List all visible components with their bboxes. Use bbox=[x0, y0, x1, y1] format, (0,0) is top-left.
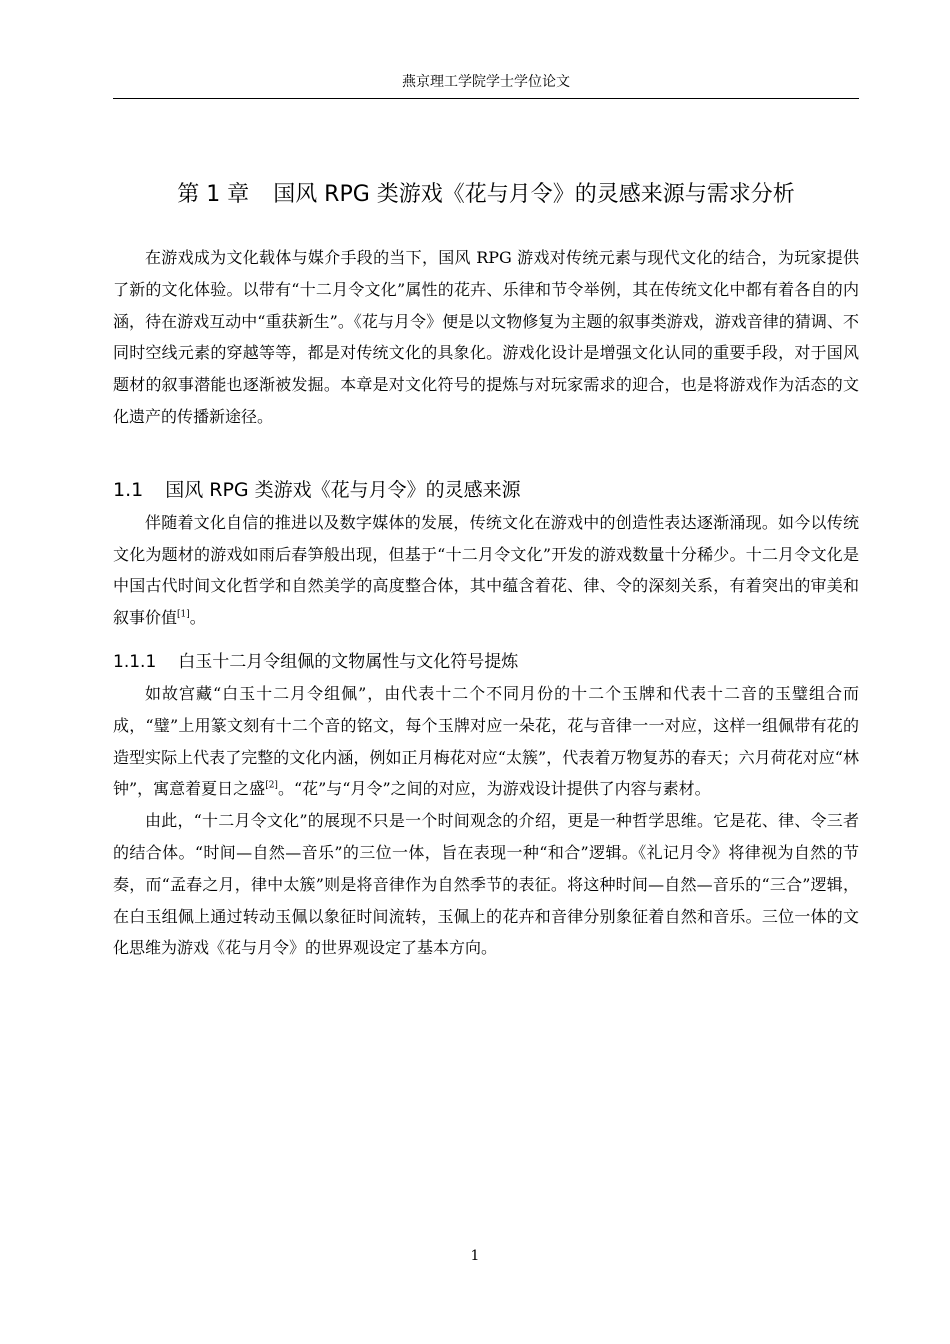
intro-paragraph: 在游戏成为文化载体与媒介手段的当下，国风 RPG 游戏对传统元素与现代文化的结合，为玩家提供了新的文化体验。以带有“十二月令文化”属性的花卉、乐律和节令举例，其在传统文化中都有着各自的内涵，待在游戏互动中“重获新生”。《花与月令》便是以文物修复为主题的叙事类游戏，游戏音律的猜调、不同时空线元素的穿越等等，都是对传统文化的具象化。游戏化设计是增强文化认同的重要手段，对于国风题材的叙事潜能也逐渐被发掘。本章是对文化符号的提炼与对玩家需求的迎合，也是将游戏作为活态的文化遗产的传播新途径。 bbox=[113, 248, 859, 426]
paragraph-text: 伴随着文化自信的推进以及数字媒体的发展，传统文化在游戏中的创造性表达逐渐涌现。如今以传统文化为题材的游戏如雨后春笋般出现，但基于“十二月令文化”开发的游戏数量十分稀少。十二月令文化是中国古代时间文化哲学和自然美学的高度整合体，其中蕴含着花、律、令的深刻关系，有着突出的审美和叙事价值 bbox=[113, 512, 859, 628]
subsection-paragraph-1 bbox=[113, 678, 859, 805]
page-content bbox=[113, 176, 859, 964]
paragraph-text: 如故宫藏“白玉十二月令组佩”，由代表十二个不同月份的十二个玉牌和代表十二音的玉璧组合而成，“璧”上用篆文刻有十二个音的铭文，每个玉牌对应一朵花，花与音律一一对应，这样一组佩带有花的造型实际上代表了完整的文化内涵，例如正月梅花对应“太簇”，代表着万物复苏的春天；六月荷花对应“林钟”，寓意着夏日之盛 bbox=[113, 683, 859, 799]
section-1-1-paragraph bbox=[113, 507, 859, 634]
subsection-heading-1-1-1 bbox=[113, 646, 859, 678]
section-heading-1-1 bbox=[113, 473, 859, 507]
running-header: 燕京理工学院学士学位论文 bbox=[113, 72, 859, 99]
chapter-title: 国风 RPG 类游戏《花与月令》的灵感来源与需求分析 bbox=[273, 182, 795, 207]
page-number: 1 bbox=[470, 1248, 480, 1264]
subsection-paragraph-2: 由此，“十二月令文化”的展现不只是一个时间观念的介绍，更是一种哲学思维。它是花、律、令三者的结合体。“时间—自然—音乐”的三位一体，旨在表现一种“和合”逻辑。《礼记月令》将律视为自然的节奏，而“孟春之月，律中太簇”则是将音律作为自然季节的表征。将这种时间—自然—音乐的“三合”逻辑，在白玉组佩上通过转动玉佩以象征时间流转，玉佩上的花卉和音律分别象征着自然和音乐。三位一体的文化思维为游戏《花与月令》的世界观设定了基本方向。 bbox=[113, 811, 859, 958]
chapter-number: 第 1 章 bbox=[177, 182, 250, 207]
section-number: 1.1 bbox=[113, 478, 144, 501]
citation-1[interactable]: [1] bbox=[177, 609, 190, 620]
section-title: 国风 RPG 类游戏《花与月令》的灵感来源 bbox=[165, 478, 521, 501]
paragraph-tail: 。“花”与“月令”之间的对应，为游戏设计提供了内容与素材。 bbox=[277, 779, 711, 799]
chapter-heading bbox=[113, 176, 859, 214]
paragraph-tail: 。 bbox=[189, 608, 206, 628]
subsection-number: 1.1.1 bbox=[113, 651, 157, 672]
citation-2[interactable]: [2] bbox=[265, 781, 278, 792]
subsection-title: 白玉十二月令组佩的文物属性与文化符号提炼 bbox=[178, 651, 519, 672]
